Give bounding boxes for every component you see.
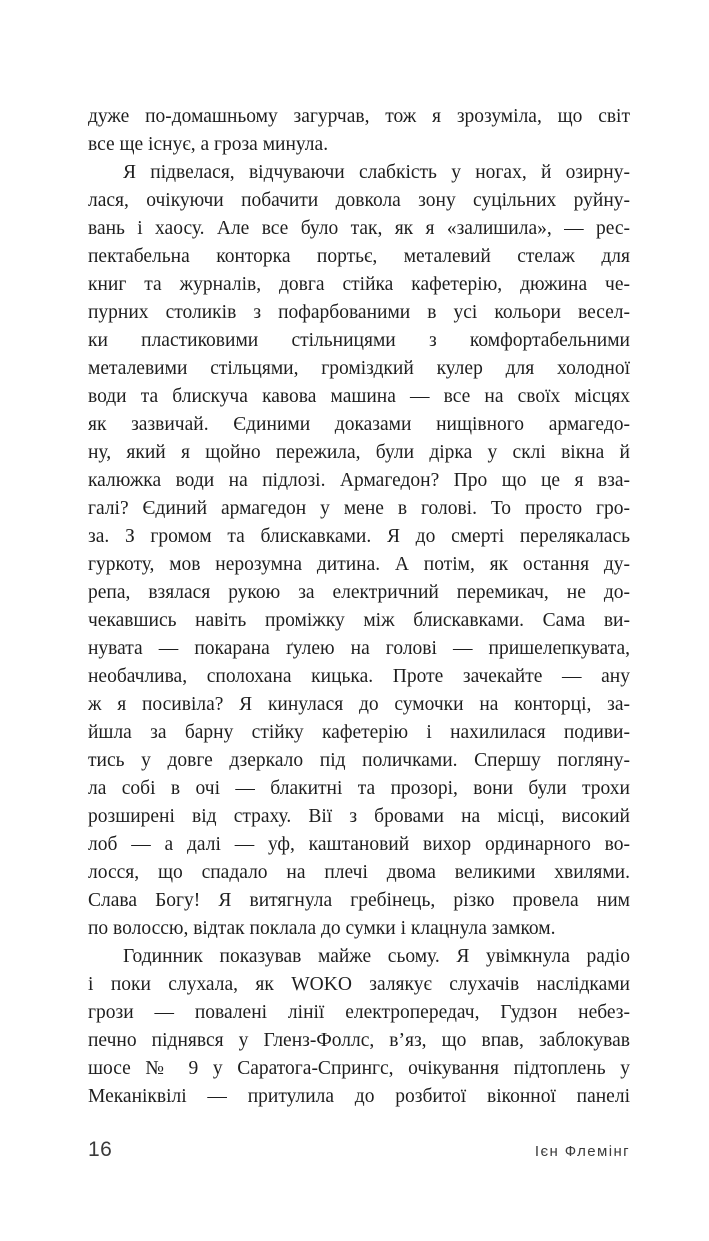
text-line: печно піднявся у Гленз-Фоллс, в’яз, що впав, заблокував [88,1030,630,1051]
text-line: розширені від страху. Вії з бровами на місці, високий [88,806,630,827]
text-line: лоб — а далі — уф, каштановий вихор ординарного во- [88,834,630,855]
text-line: Я підвелася, відчуваючи слабкість у ногах, й озирну- [123,162,630,183]
text-line: шосе № 9 у Саратога-Спрингс, очікування підтоплень у [88,1058,630,1079]
text-line: ж я посивіла? Я кинулася до сумочки на конторці, за- [88,694,630,715]
text-line: гуркоту, мов нерозумна дитина. А потім, як остання ду- [88,554,630,575]
text-line: як зазвичай. Єдиними доказами нищівного армагедо- [88,414,630,435]
body-text [88,103,630,1111]
running-footer-author: Ієн Флемінг [534,1143,630,1160]
text-line: лосся, що спадало на плечі двома великими хвилями. [88,862,630,883]
text-line: все ще існує, а гроза минула. [88,134,329,155]
text-line: чекавшись навіть проміжку між блискавками. Сама ви- [88,610,630,631]
text-line: необачлива, сполохана кицька. Проте зачекайте — ану [88,666,630,687]
text-line: дуже по-домашньому загурчав, тож я зрозуміла, що світ [88,106,630,127]
text-line: грози — повалені лінії електропередач, Гудзон небез- [88,1002,630,1023]
page-footer [88,1138,630,1162]
text-line: води та блискуча кавова машина — все на своїх місцях [88,386,630,407]
text-line: пурних столиків з пофарбованими в усі кольори весел- [88,302,630,323]
text-line: йшла за барну стійку кафетерію і нахилилася подиви- [88,722,630,743]
text-line: тись у довге дзеркало під поличками. Спершу погляну- [88,750,630,771]
text-line: Годинник показував майже сьому. Я увімкнула радіо [123,946,630,967]
text-line: пектабельна конторка портьє, металевий стелаж для [88,246,630,267]
text-line: калюжка води на підлозі. Армагедон? Про що це я вза- [88,470,630,491]
text-line: вань і хаосу. Але все було так, як я «залишила», — рес- [88,218,630,239]
text-line: по волоссю, відтак поклала до сумки і клацнула замком. [88,918,556,939]
text-line: галі? Єдиний армагедон у мене в голові. То просто гро- [88,498,630,519]
text-line: і поки слухала, як WOKO залякує слухачів наслідками [88,974,630,995]
text-line: Меканіквілі — притулила до розбитої віконної панелі [88,1086,630,1107]
text-line: репа, взялася рукою за електричний перемикач, не до- [88,582,630,603]
text-line: металевими стільцями, громіздкий кулер для холодної [88,358,630,379]
text-line: ки пластиковими стільницями з комфортабельними [88,330,630,351]
text-line: ла собі в очі — блакитні та прозорі, вони були трохи [88,778,630,799]
text-line: нувата — покарана ґулею на голові — пришелепкувата, [88,638,630,659]
text-line: лася, очікуючи побачити довкола зону суцільних руйну- [88,190,630,211]
text-line: Слава Богу! Я витягнула гребінець, різко провела ним [88,890,630,911]
text-line: за. З громом та блискавками. Я до смерті перелякалась [88,526,630,547]
page-number: 16 [88,1138,113,1161]
text-line: ну, який я щойно пережила, були дірка у склі вікна й [88,442,630,463]
text-line: книг та журналів, довга стійка кафетерію, дюжина че- [88,274,630,295]
